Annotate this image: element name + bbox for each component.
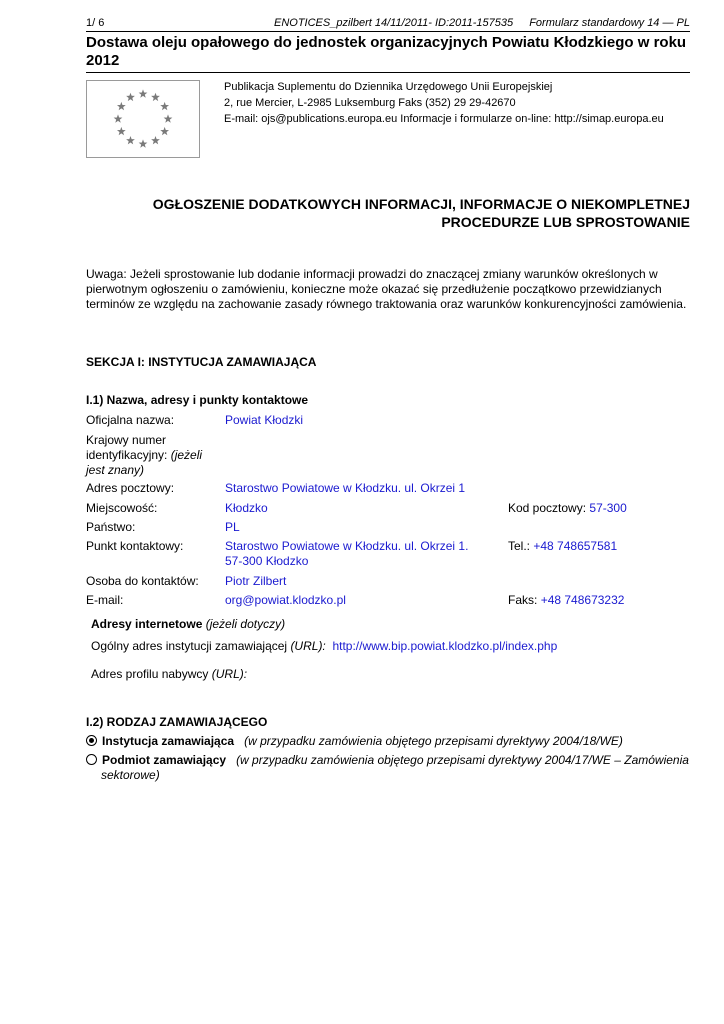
- publication-line-3: E-mail: ojs@publications.europa.eu Informacje i formularze on-line: http://simap.europa.eu: [224, 113, 664, 125]
- national-id-label: [86, 433, 226, 478]
- option-contracting-authority[interactable]: [86, 734, 698, 749]
- fax-value: +48 748673232: [540, 593, 625, 607]
- radio-selected-icon[interactable]: [86, 735, 97, 746]
- option-1-note: (w przypadku zamówienia objętego przepisami dyrektywy 2004/18/WE): [244, 734, 623, 748]
- document-id: ENOTICES_pzilbert 14/11/2011- ID:2011-157535: [274, 17, 514, 29]
- publication-info: [224, 79, 694, 127]
- eu-star-icon: [126, 136, 135, 144]
- eu-star-icon: [139, 139, 148, 147]
- national-id-label-line-2: identyfikacyjny:: [86, 448, 168, 462]
- subsection-heading-1: I.1) Nazwa, adresy i punkty kontaktowe: [86, 393, 309, 407]
- notice-title-line-2: PROCEDURZE LUB SPROSTOWANIE: [441, 214, 690, 230]
- eu-star-icon: [117, 102, 126, 110]
- subsection-heading-2: I.2) RODZAJ ZAMAWIAJĄCEGO: [86, 715, 268, 729]
- notice-title: [86, 195, 690, 231]
- publication-line-2: 2, rue Mercier, L-2985 Luksemburg Faks (352) 29 29-42670: [224, 97, 516, 109]
- country-label: Państwo:: [86, 520, 136, 534]
- telephone: [508, 539, 698, 554]
- city-label: Miejscowość:: [86, 501, 158, 515]
- eu-star-icon: [160, 102, 169, 110]
- email-label: E-mail:: [86, 593, 124, 607]
- section-heading: SEKCJA I: INSTYTUCJA ZAMAWIAJĄCA: [86, 355, 317, 369]
- page-number: 1/ 6: [86, 17, 105, 29]
- general-url-label: Ogólny adres instytucji zamawiającej: [91, 639, 288, 653]
- option-2-note-line-2: sektorowe): [101, 768, 160, 782]
- contact-point-label: Punkt kontaktowy:: [86, 539, 184, 553]
- telephone-label: Tel.:: [508, 539, 531, 553]
- postal-value: Starostwo Powiatowe w Kłodzku. ul. Okrzei 1: [225, 481, 466, 495]
- eu-star-icon: [114, 114, 123, 122]
- internet-addresses-note: (jeżeli dotyczy): [205, 617, 286, 631]
- postcode: [508, 501, 698, 516]
- internet-addresses-label: Adresy internetowe: [91, 617, 203, 631]
- official-name-value: Powiat Kłodzki: [225, 413, 304, 427]
- telephone-value: +48 748657581: [533, 539, 618, 553]
- eu-stars-icon: [87, 81, 199, 157]
- city-value: Kłodzko: [225, 501, 268, 515]
- warning-text: Uwaga: Jeżeli sprostowanie lub dodanie informacji prowadzi do znaczącej zmiany warunków określonych w pierwotnym ogłoszeniu o zamówieniu, konieczne może okazać się przedłużenie początkowo przewidzianych terminów ze względu na zachowanie zasady równego traktowania oraz warunków konkurencyjności zamówienia.: [86, 267, 687, 311]
- radio-unselected-icon[interactable]: [86, 754, 97, 765]
- eu-flag-logo: [86, 80, 200, 158]
- national-id-label-line-4: jest znany): [86, 463, 145, 477]
- contact-person-value: Piotr Zilbert: [225, 574, 287, 588]
- postcode-value: 57-300: [589, 501, 627, 515]
- general-url-link[interactable]: http://www.bip.powiat.klodzko.pl/index.php: [332, 639, 558, 653]
- fax-label: Faks:: [508, 593, 538, 607]
- eu-star-icon: [139, 89, 148, 97]
- internet-addresses-heading: [91, 617, 285, 632]
- eu-star-icon: [151, 93, 160, 101]
- buyer-profile-label: Adres profilu nabywcy: [91, 667, 209, 681]
- national-id-label-line-1: Krajowy numer: [86, 433, 167, 447]
- national-id-label-line-3: (jeżeli: [170, 448, 203, 462]
- general-url-row: [91, 639, 691, 654]
- notice-title-line-1: OGŁOSZENIE DODATKOWYCH INFORMACJI, INFORMACJE O NIEKOMPLETNEJ: [152, 196, 690, 212]
- form-name: Formularz standardowy 14 — PL: [529, 17, 690, 29]
- page-header: [86, 17, 690, 32]
- fax: [508, 593, 698, 608]
- official-name-label: Oficjalna nazwa:: [86, 413, 175, 427]
- document-title: Dostawa oleju opałowego do jednostek organizacyjnych Powiatu Kłodzkiego w roku 2012: [86, 34, 690, 73]
- option-1-label: Instytucja zamawiająca: [102, 734, 235, 748]
- option-2-label: Podmiot zamawiający: [102, 753, 227, 767]
- email-link[interactable]: org@powiat.klodzko.pl: [225, 593, 346, 607]
- buyer-profile-note: (URL):: [211, 667, 248, 681]
- eu-star-icon: [160, 127, 169, 135]
- eu-star-icon: [151, 136, 160, 144]
- option-contracting-entity[interactable]: [86, 753, 698, 783]
- eu-star-icon: [117, 127, 126, 135]
- contact-point-value: [225, 539, 485, 569]
- contact-point-line-1: Starostwo Powiatowe w Kłodzku. ul. Okrzei 1.: [225, 539, 469, 553]
- contact-person-label: Osoba do kontaktów:: [86, 574, 199, 588]
- contact-point-line-2: 57-300 Kłodzko: [225, 554, 309, 568]
- postcode-label: Kod pocztowy:: [508, 501, 587, 515]
- buyer-profile-row: [91, 667, 247, 682]
- eu-star-icon: [164, 114, 173, 122]
- eu-star-icon: [126, 93, 135, 101]
- country-value: PL: [225, 520, 240, 534]
- publication-line-1: Publikacja Suplementu do Dziennika Urzędowego Unii Europejskiej: [224, 81, 553, 93]
- postal-label: Adres pocztowy:: [86, 481, 175, 495]
- general-url-note: (URL):: [290, 639, 326, 653]
- option-2-note-line-1: (w przypadku zamówienia objętego przepisami dyrektywy 2004/17/WE – Zamówienia: [236, 753, 689, 767]
